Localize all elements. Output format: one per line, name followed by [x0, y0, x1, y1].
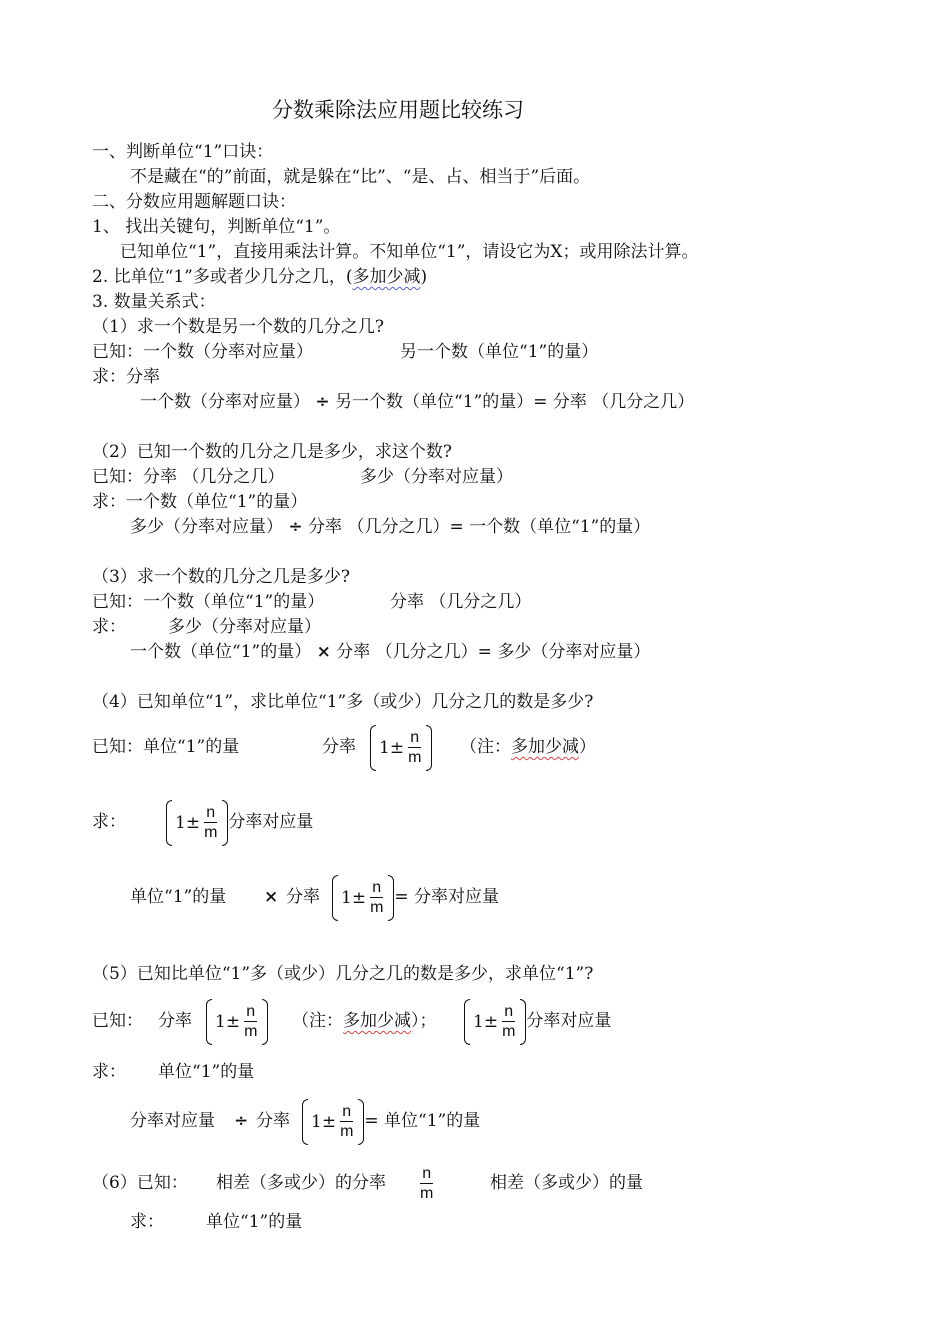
denominator: m — [340, 1123, 354, 1140]
q2-known-a: 已知：分率 （几分之几） — [92, 467, 285, 487]
q4-question: （4）已知单位“1”，求比单位“1”多（或少）几分之几的数是多少? — [92, 692, 594, 712]
fraction-n-over-m — [368, 878, 385, 917]
q4-formula-expr — [332, 872, 499, 923]
numerator: n — [422, 1165, 432, 1182]
q4-paren-expr — [370, 722, 432, 773]
one-plus-minus: 1± — [311, 1111, 337, 1132]
numerator: n — [372, 879, 382, 896]
note-wavy-text: 多加少减 — [343, 1011, 411, 1031]
q6-fraction — [418, 1160, 435, 1206]
q1-question: （1）求一个数是另一个数的几分之几? — [92, 317, 384, 337]
divide-sign: ÷ — [288, 517, 303, 537]
q1-known-a: 已知：一个数（分率对应量） — [92, 342, 313, 362]
note-suffix: ） — [579, 737, 596, 757]
fraction-n-over-m — [242, 1002, 259, 1041]
q6-label: （6）已知： — [92, 1173, 188, 1193]
note-prefix: （注： — [292, 1011, 343, 1031]
page-title: 分数乘除法应用题比较练习 — [272, 98, 524, 122]
q4-ask-label: 求： — [92, 812, 126, 832]
q5-known-label: 已知： — [92, 1011, 143, 1031]
q3-question: （3）求一个数的几分之几是多少? — [92, 567, 350, 587]
q4-formula-c: = 分率对应量 — [394, 887, 500, 907]
right-paren — [426, 725, 432, 771]
q4-ask-expr — [166, 797, 313, 848]
q5-formula-a: 分率对应量 — [130, 1111, 215, 1131]
item2-prefix: 2. 比单位“1”多或者少几分之几，( — [92, 267, 353, 287]
paren-expression — [302, 1097, 364, 1147]
one-plus-minus: 1± — [473, 1011, 499, 1032]
numerator: n — [342, 1103, 352, 1120]
q5-formula-c: = 单位“1”的量 — [364, 1111, 481, 1131]
q3-formula-b: 分率 （几分之几）= 多少（分率对应量） — [336, 642, 651, 662]
q5-note — [292, 996, 437, 1046]
q1-known-b: 另一个数（单位“1”的量） — [400, 342, 599, 362]
q5-known-a: 分率 — [158, 1011, 192, 1031]
paren-expression — [332, 873, 394, 923]
q1-ask: 求：分率 — [92, 367, 160, 387]
section2-item1-detail: 已知单位“1”，直接用乘法计算。不知单位“1”，请设它为X；或用除法计算。 — [120, 242, 699, 262]
section2-item1: 1、 找出关键句，判断单位“1”。 — [92, 217, 341, 237]
q3-formula — [130, 640, 650, 664]
numerator: n — [246, 1003, 256, 1020]
divide-sign: ÷ — [315, 392, 330, 412]
section2-item2 — [92, 265, 427, 289]
left-paren — [302, 1099, 308, 1145]
denominator: m — [502, 1023, 516, 1040]
q5-known-expr — [206, 996, 268, 1047]
q5-formula-b: 分率 — [256, 1111, 290, 1131]
fraction-n-over-m — [202, 803, 219, 842]
section2-heading: 二、分数应用题解题口诀： — [92, 192, 296, 212]
q1-formula — [140, 390, 694, 414]
q3-formula-a: 一个数（单位“1”的量） — [130, 642, 312, 662]
section2-item3: 3. 数量关系式： — [92, 292, 216, 312]
q6-ask-value: 单位“1”的量 — [206, 1212, 303, 1232]
q5-question: （5）已知比单位“1”多（或少）几分之几的数是多少，求单位“1”? — [92, 964, 594, 984]
fraction-n-over-m — [500, 1002, 517, 1041]
q3-ask-label: 求： — [92, 617, 126, 637]
note-suffix: ）； — [411, 1011, 437, 1031]
note-wavy-text: 多加少减 — [511, 737, 579, 757]
item2-wavy-text: 多加少减 — [352, 267, 421, 287]
numerator: n — [410, 729, 420, 746]
paren-expression — [464, 997, 526, 1047]
q6-ask-label: 求： — [130, 1212, 164, 1232]
section1-heading: 一、判断单位“1”口诀： — [92, 142, 274, 162]
fraction-n-over-m — [418, 1164, 435, 1203]
denominator: m — [244, 1023, 258, 1040]
q3-known-b: 分率 （几分之几） — [390, 592, 532, 612]
note-prefix: （注： — [460, 737, 511, 757]
left-paren — [166, 800, 172, 846]
q2-ask: 求：一个数（单位“1”的量） — [92, 492, 308, 512]
left-paren — [332, 875, 338, 921]
q4-ask-value: 分率对应量 — [228, 812, 314, 832]
q5-ask-label: 求： — [92, 1062, 126, 1082]
q4-formula-a: 单位“1”的量 — [130, 887, 227, 907]
fraction-n-over-m — [338, 1102, 355, 1141]
q3-known-a: 已知：一个数（单位“1”的量） — [92, 592, 325, 612]
q1-formula-b: 另一个数（单位“1”的量）= 分率 （几分之几） — [335, 392, 695, 412]
q3-ask-value: 多少（分率对应量） — [168, 617, 321, 637]
q6-known-b: 相差（多或少）的量 — [490, 1173, 643, 1193]
q4-note — [460, 722, 596, 772]
one-plus-minus: 1± — [215, 1011, 241, 1032]
q4-known-b: 分率 — [322, 737, 356, 757]
fraction-n-over-m — [406, 728, 423, 767]
left-paren — [206, 999, 212, 1045]
multiply-sign: × — [264, 887, 279, 907]
left-paren — [464, 999, 470, 1045]
q4-formula-b: 分率 — [286, 887, 320, 907]
one-plus-minus: 1± — [379, 737, 405, 758]
denominator: m — [204, 824, 218, 841]
item2-suffix: ) — [420, 267, 428, 287]
paren-expression — [166, 798, 228, 848]
q5-known-b: 分率对应量 — [526, 1011, 612, 1031]
denominator: m — [420, 1185, 434, 1202]
q6-known-a: 相差（多或少）的分率 — [216, 1173, 386, 1193]
numerator: n — [206, 804, 216, 821]
q2-formula — [130, 515, 650, 539]
q4-known-a: 已知：单位“1”的量 — [92, 737, 240, 757]
paren-expression — [370, 723, 432, 773]
q2-known-b: 多少（分率对应量） — [360, 467, 513, 487]
q2-question: （2）已知一个数的几分之几是多少，求这个数? — [92, 442, 452, 462]
section1-rule: 不是藏在“的”前面，就是躲在“比”、“是、占、相当于”后面。 — [130, 167, 591, 187]
one-plus-minus: 1± — [175, 812, 201, 833]
numerator: n — [504, 1003, 514, 1020]
denominator: m — [408, 749, 422, 766]
q5-formula-expr — [302, 1096, 480, 1147]
one-plus-minus: 1± — [341, 887, 367, 908]
divide-sign: ÷ — [234, 1111, 249, 1131]
q5-ask-value: 单位“1”的量 — [158, 1062, 255, 1082]
q5-known-b-expr — [464, 996, 611, 1047]
q2-formula-a: 多少（分率对应量） — [130, 517, 283, 537]
q1-formula-a: 一个数（分率对应量） — [140, 392, 310, 412]
right-paren — [262, 999, 268, 1045]
left-paren — [370, 725, 376, 771]
multiply-sign: × — [316, 642, 331, 662]
q2-formula-b: 分率 （几分之几）= 一个数（单位“1”的量） — [308, 517, 651, 537]
denominator: m — [370, 899, 384, 916]
paren-expression — [206, 997, 268, 1047]
